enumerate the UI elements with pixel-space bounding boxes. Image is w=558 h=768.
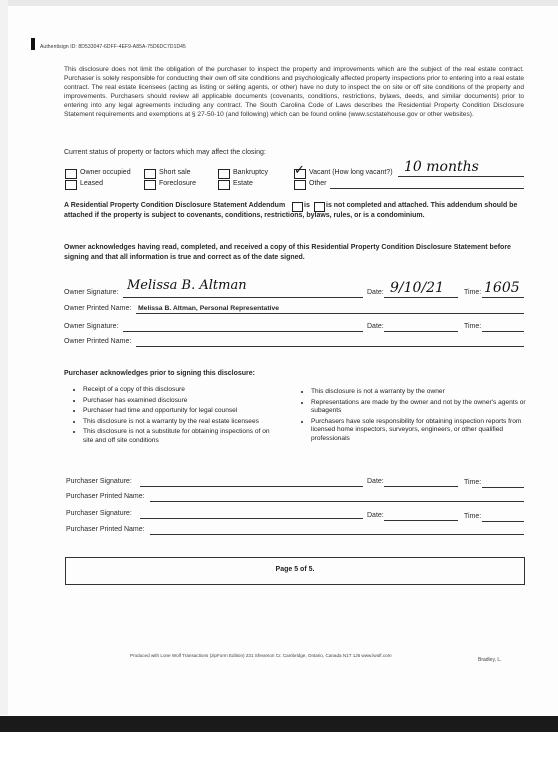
page-number: Page 5 of 5.: [275, 566, 315, 573]
bankruptcy-checkbox[interactable]: [218, 169, 230, 179]
footer-producer: Produced with Lone Wolf Transactions (zipForm Edition) 231 Shearson Cr. Cambridge, Ontario, Canada N1T 1J5 www.lwolf.com: [130, 653, 392, 658]
other-checkbox[interactable]: [294, 180, 306, 190]
foreclosure-checkbox[interactable]: [144, 180, 156, 190]
owner2-printed-name-label: Owner Printed Name:: [64, 338, 132, 345]
list-item: • This disclosure is not a substitute for obtaining inspections of on site and off site conditions: [83, 428, 279, 445]
disclosure-intro: This disclosure does not limit the obligation of the purchaser to inspect the property and improvements which are the subject of the real estate contract. Purchaser is solely responsible for conducting their own off site conditions and psychologically affected property inspections prior to entering into a real estate contract. The real estate licensees (acting as listing or selling agents, or other) have no duty to inspect the on site or off site conditions of the property and improvements. Purchasers should review all applicable documents (covenants, conditions, restrictions, bylaws, deeds, and similar documents) prior to entering into any legal agreements including any contract. The South Carolina Code of Laws describes the Residential Property Condition Disclosure Statement requirements and exemptions at § 27-50-10 (and following) which can be found online (www.scstatehouse.gov or other websites).: [64, 66, 524, 118]
owner-date-value[interactable]: 9/10/21: [390, 280, 444, 296]
owner2-signature-line: [123, 331, 363, 332]
owner-occupied-label: Owner occupied: [80, 169, 131, 176]
purchaser1-signature-line: [140, 486, 363, 487]
authentisign-id: Authentisign ID: 8D533047-6DFF-4EF9-A85A-75D6DC7D1D45: [40, 44, 186, 50]
addendum-text-b: attached if the property is subject to covenants, conditions, restrictions, bylaws, rules, or is a condominium.: [64, 212, 425, 219]
purchaser-ack-list-right: [297, 388, 539, 446]
scan-edge: [0, 0, 558, 6]
owner2-time-line: [482, 331, 524, 332]
purchaser2-date-label: Date:: [367, 512, 384, 519]
vacant-label: Vacant (How long vacant?): [309, 169, 393, 176]
vacant-duration-line: [398, 176, 524, 177]
purchaser1-date-label: Date:: [367, 478, 384, 485]
estate-checkbox[interactable]: [218, 180, 230, 190]
owner-ack-line1: Owner acknowledges having read, completed, and received a copy of this Residential Property Condition Disclosure Statement before: [64, 244, 511, 251]
owner-ack-line2: signing and that all information is true and correct as of the date signed.: [64, 254, 305, 261]
owner-signature-line: [123, 297, 363, 298]
list-item: • This disclosure is not a warranty by the owner: [311, 388, 539, 397]
scan-edge-left: [0, 0, 8, 715]
owner-signature-value[interactable]: Melissa B. Altman: [127, 278, 247, 293]
owner2-time-label: Time:: [464, 323, 482, 330]
list-item: • Purchaser had time and opportunity for legal counsel: [83, 407, 279, 416]
owner-signature-label: Owner Signature:: [64, 289, 119, 296]
footer-file-name: Bradley, L.: [478, 657, 502, 663]
bankruptcy-label: Bankruptcy: [233, 169, 269, 176]
short-sale-label: Short sale: [159, 169, 191, 176]
purchaser2-signature-line: [140, 518, 363, 519]
estate-label: Estate: [233, 180, 253, 187]
vacant-duration-value[interactable]: 10 months: [404, 159, 479, 175]
addendum-is-label: is: [304, 202, 310, 209]
list-item: • Purchasers have sole responsibility for obtaining inspection reports from licensed home inspectors, surveyors, engineers, or other qualified professionals: [311, 418, 539, 444]
purchaser2-date-line: [384, 520, 458, 521]
owner-time-line: [482, 297, 524, 298]
leased-checkbox[interactable]: [65, 180, 77, 190]
other-line: [330, 188, 524, 189]
scan-artifact-bar: [0, 716, 558, 732]
vacant-checkmark: ✓: [294, 163, 305, 178]
corner-mark: [31, 38, 35, 50]
status-heading: Current status of property or factors which may affect the closing:: [64, 149, 266, 156]
owner2-printed-name-line: [136, 346, 524, 347]
owner-printed-name-value[interactable]: Melissa B. Altman, Personal Representative: [138, 305, 280, 312]
page-number-box: [65, 557, 525, 585]
owner2-signature-label: Owner Signature:: [64, 323, 119, 330]
addendum-text-a: A Residential Property Condition Disclosure Statement Addendum: [64, 202, 286, 209]
other-label: Other: [309, 180, 327, 187]
owner-time-label: Time:: [464, 289, 482, 296]
addendum-is-not-label: is not completed and attached. This addendum should be: [326, 202, 518, 209]
purchaser2-printed-name-line: [150, 534, 524, 535]
leased-label: Leased: [80, 180, 103, 187]
owner-time-value[interactable]: 1605: [484, 280, 520, 296]
short-sale-checkbox[interactable]: [144, 169, 156, 179]
list-item: • This disclosure is not a warranty by the real estate licensees: [83, 418, 279, 427]
owner-occupied-checkbox[interactable]: [65, 169, 77, 179]
list-item: • Receipt of a copy of this disclosure: [83, 386, 279, 395]
owner-printed-name-label: Owner Printed Name:: [64, 305, 132, 312]
purchaser1-printed-name-label: Purchaser Printed Name:: [66, 493, 145, 500]
scan-blank-area: [0, 732, 558, 768]
purchaser1-time-line: [482, 487, 524, 488]
purchaser2-printed-name-label: Purchaser Printed Name:: [66, 526, 145, 533]
owner2-date-label: Date:: [367, 323, 384, 330]
purchaser1-signature-label: Purchaser Signature:: [66, 478, 132, 485]
foreclosure-label: Foreclosure: [159, 180, 196, 187]
list-item: • Representations are made by the owner and not by the owner's agents or subagents: [311, 399, 539, 416]
purchaser1-date-line: [384, 486, 458, 487]
list-item: • Purchaser has examined disclosure: [83, 397, 279, 406]
purchaser2-signature-label: Purchaser Signature:: [66, 510, 132, 517]
owner2-date-line: [384, 331, 458, 332]
purchaser-ack-list-left: [69, 386, 279, 448]
owner-date-label: Date:: [367, 289, 384, 296]
purchaser1-printed-name-line: [150, 501, 524, 502]
purchaser2-time-line: [482, 521, 524, 522]
purchaser-ack-heading: Purchaser acknowledges prior to signing this disclosure:: [64, 370, 255, 377]
owner-date-line: [384, 297, 458, 298]
purchaser1-time-label: Time:: [464, 479, 482, 486]
purchaser2-time-label: Time:: [464, 513, 482, 520]
